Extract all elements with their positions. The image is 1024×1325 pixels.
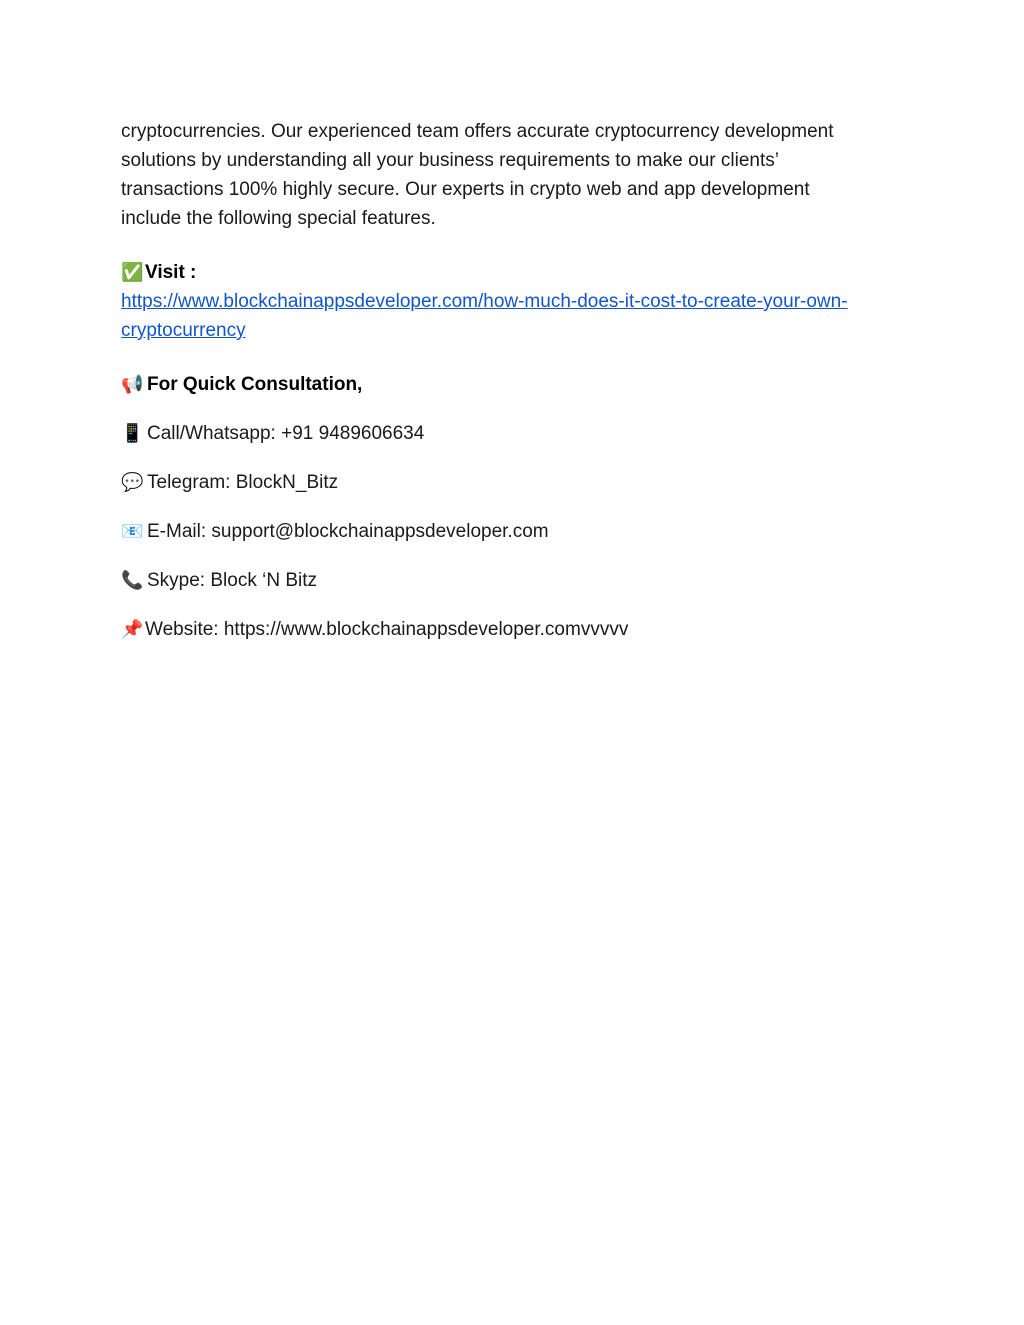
visit-link-line[interactable]: https://www.blockchainappsdeveloper.com/how-much-does-it-cost-to-create-your-own-: [121, 291, 848, 312]
intro-line: transactions 100% highly secure. Our experts in crypto web and app development: [121, 179, 810, 200]
visit-link[interactable]: [121, 291, 848, 341]
speech-bubble-icon: 💬: [121, 472, 144, 493]
intro-paragraph: [121, 117, 911, 233]
document-page: [121, 117, 911, 644]
contact-telegram-text: Telegram: BlockN_Bitz: [147, 472, 339, 493]
visit-label: Visit :: [145, 262, 197, 283]
consultation-heading-text: For Quick Consultation,: [147, 374, 363, 395]
visit-section: [121, 258, 911, 345]
pushpin-icon: 📌: [121, 619, 144, 640]
intro-line: cryptocurrencies. Our experienced team offers accurate cryptocurrency development: [121, 121, 834, 142]
contact-email-text: E-Mail: support@blockchainappsdeveloper.com: [147, 521, 549, 542]
megaphone-icon: 📢: [121, 374, 144, 395]
contact-call: [121, 419, 911, 448]
visit-link-line[interactable]: cryptocurrency: [121, 320, 246, 341]
intro-line: include the following special features.: [121, 208, 436, 229]
telephone-receiver-icon: 📞: [121, 570, 144, 591]
contact-email: [121, 517, 911, 546]
contact-website: [121, 615, 911, 644]
check-mark-icon: ✅: [121, 262, 144, 283]
intro-line: solutions by understanding all your business requirements to make our clients’: [121, 150, 779, 171]
contact-telegram: [121, 468, 911, 497]
contact-call-text: Call/Whatsapp: +91 9489606634: [147, 423, 425, 444]
contact-website-text: Website: https://www.blockchainappsdeveloper.comvvvvv: [145, 619, 629, 640]
contact-skype-text: Skype: Block ‘N Bitz: [147, 570, 317, 591]
consultation-heading: [121, 370, 911, 399]
email-icon: 📧: [121, 521, 144, 542]
mobile-phone-icon: 📱: [121, 423, 144, 444]
contact-skype: [121, 566, 911, 595]
